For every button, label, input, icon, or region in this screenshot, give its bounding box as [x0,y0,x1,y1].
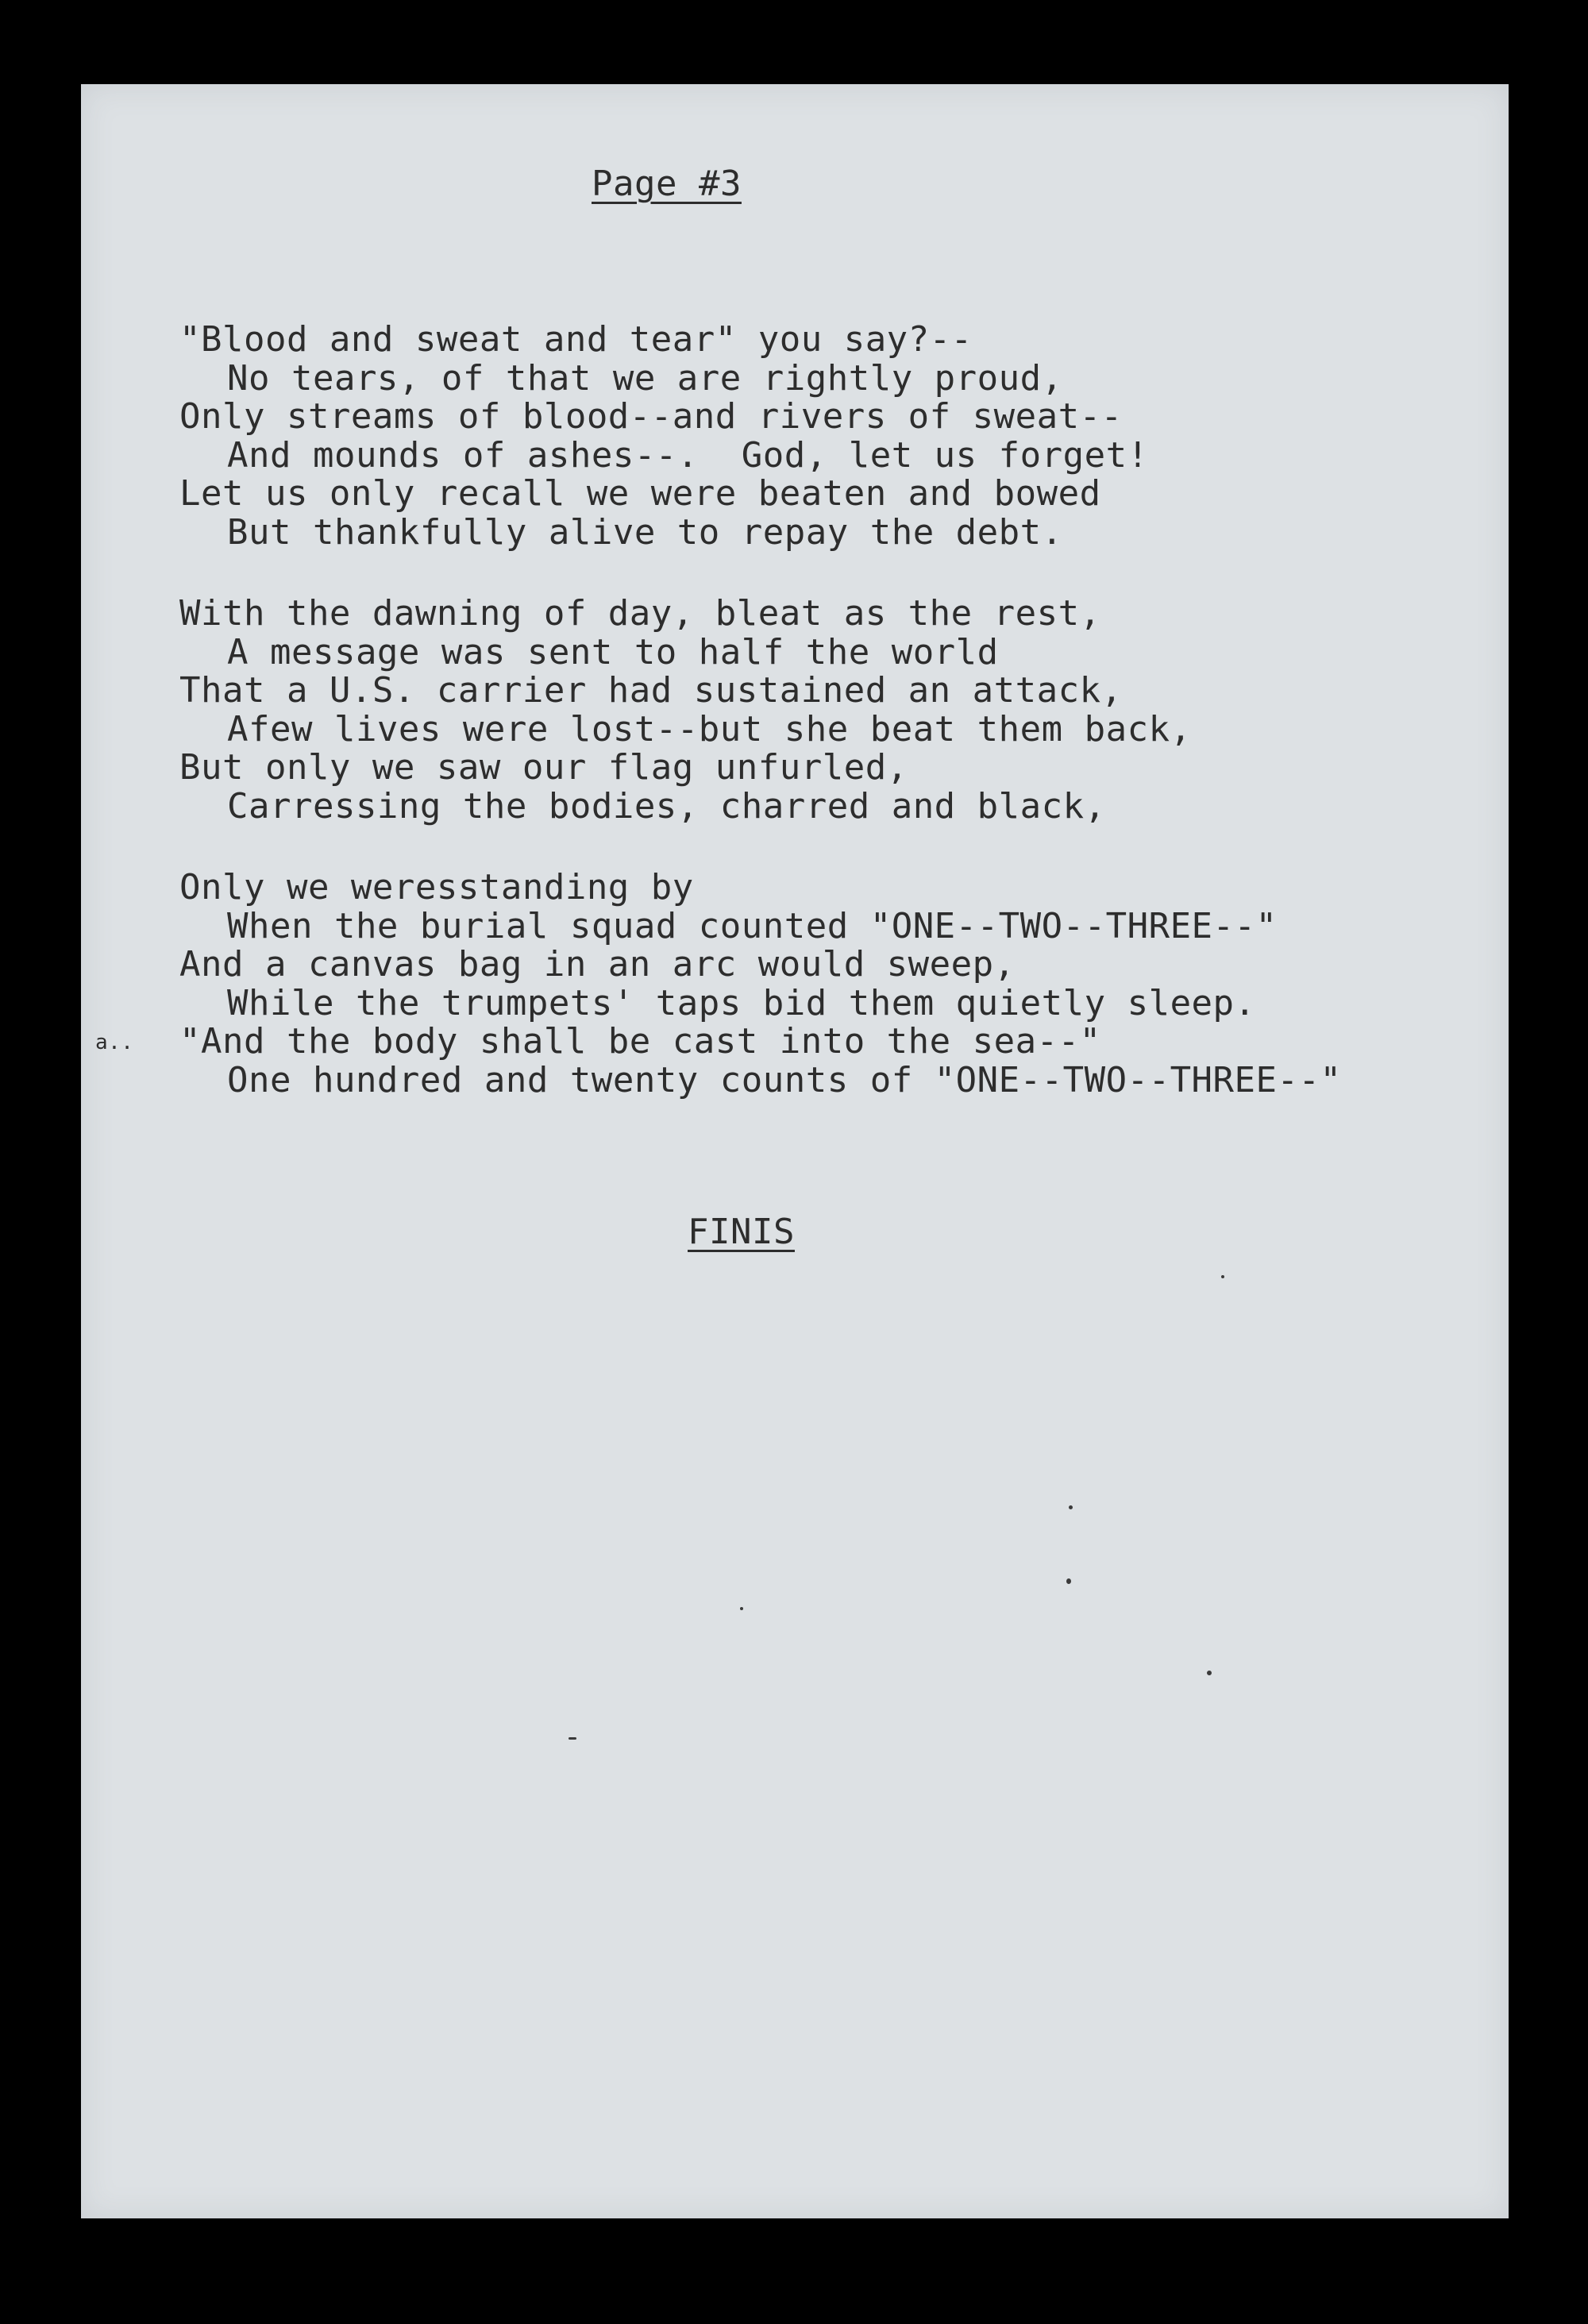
poem-line: With the dawning of day, bleat as the rest, [179,593,1101,634]
poem-line: But thankfully alive to repay the debt. [227,511,1063,553]
poem-stanza-1 [179,321,1149,552]
paper-speck [569,1737,576,1740]
poem-line: "Blood and sweat and tear" you say?-- [179,319,973,360]
poem-line: But only we saw our flag unfurled, [179,747,908,788]
page-number-header: Page #3 [592,164,742,204]
paper-speck [1066,1578,1071,1584]
poem-line: And mounds of ashes--. God, let us forget! [227,434,1149,476]
poem-line: "And the body shall be cast into the sea--" [179,1021,1101,1062]
margin-pencil-mark: a.. [95,1031,134,1054]
paper-speck [1207,1671,1212,1675]
poem-line: Only we weresstanding by [179,867,694,908]
poem-stanza-3 [179,869,1342,1100]
poem-line: Only streams of blood--and rivers of sweat-- [179,396,1123,437]
paper-speck [740,1607,743,1610]
poem-line: Carressing the bodies, charred and black, [227,785,1106,827]
poem-line: When the burial squad counted "ONE--TWO--THREE--" [227,905,1278,946]
paper-speck [1221,1275,1224,1278]
paper-speck [1069,1505,1073,1509]
closing-finis: FINIS [688,1212,795,1252]
poem-line: No tears, of that we are rightly proud, [227,357,1063,399]
poem-line: One hundred and twenty counts of "ONE--TWO--THREE--" [227,1059,1342,1100]
poem-line: A message was sent to half the world [227,631,999,673]
poem-line: That a U.S. carrier had sustained an attack, [179,670,1123,711]
poem-line: Afew lives were lost--but she beat them back, [227,708,1192,750]
typed-page [81,84,1509,2218]
poem-stanza-2 [179,595,1192,826]
poem-line: Let us only recall we were beaten and bowed [179,473,1101,514]
poem-line: And a canvas bag in an arc would sweep, [179,944,1016,985]
poem-line: While the trumpets' taps bid them quietly sleep. [227,982,1256,1023]
